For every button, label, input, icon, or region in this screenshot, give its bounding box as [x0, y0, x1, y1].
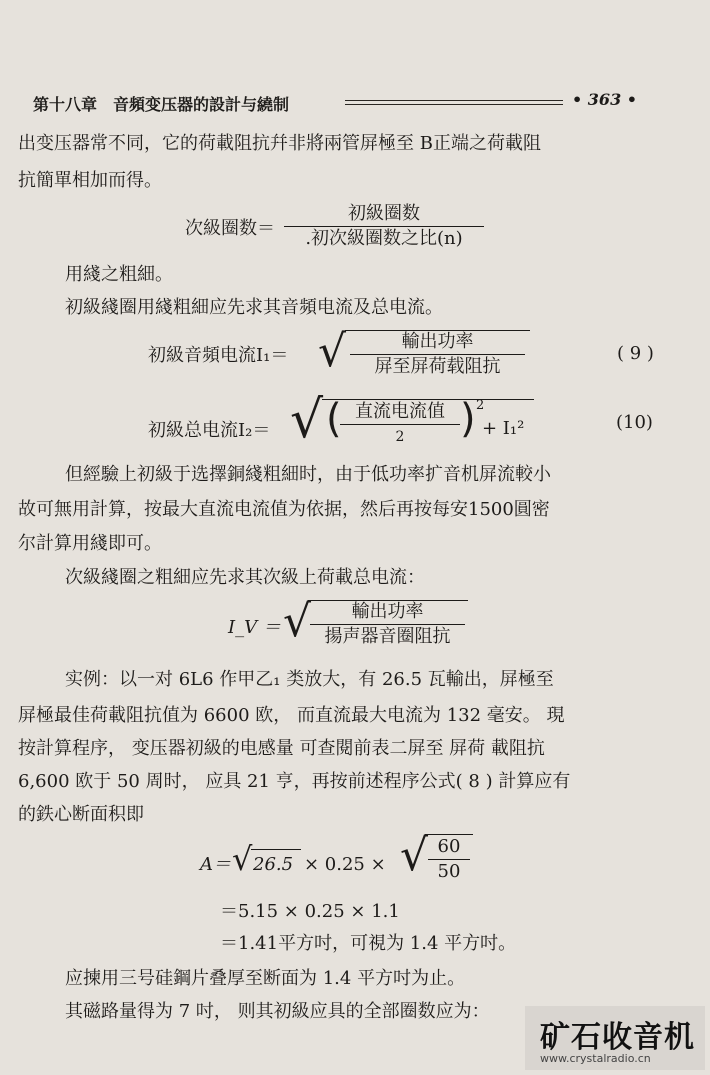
formula-lhs: 次級圈数＝ [185, 218, 275, 239]
header-rule [345, 100, 563, 105]
formula-step: ＝1.41平方吋，可視为 1.4 平方吋。 [220, 933, 517, 954]
radical-overline [251, 849, 301, 850]
text-line: 6,600 欧于 50 周时， 应具 21 亨，再按前述程序公式( 8 ) 計算应有 [18, 771, 571, 792]
formula-lhs: 初級音頻电流I₁＝ [148, 345, 289, 366]
fraction-bar [350, 354, 525, 355]
radical-overline [322, 399, 534, 400]
sqrt-symbol: √ [290, 390, 324, 450]
text-line: 其磁路量得为 7 吋， 则其初級应具的全部圈数应为： [65, 1001, 490, 1022]
sqrt-symbol: √ [318, 326, 347, 377]
text-line: 尔計算用綫即可。 [18, 533, 162, 554]
text-line: 按計算程序， 变压器初級的电感量 可查閱前表二屏至 屏荷 載阻抗 [18, 738, 545, 759]
formula-step: ＝5.15 × 0.25 × 1.1 [220, 901, 400, 922]
text-line: 次級綫圈之粗細应先求其次級上荷載总电流： [65, 567, 425, 588]
radical-overline [425, 834, 473, 835]
exponent: 2 [476, 398, 485, 413]
formula-tail: + I₁² [482, 418, 525, 439]
text-line: 抗簡單相加而得。 [18, 170, 162, 191]
text-line: 的鉄心断面积即 [18, 804, 144, 825]
radicand: 26.5 [253, 854, 294, 875]
fraction-denominator: 50 [437, 861, 461, 882]
formula-fraction [340, 401, 460, 448]
text-line: 出变压器常不同，它的荷載阻抗幷非將兩管屏極至 B正端之荷載阻 [18, 133, 541, 154]
fraction-numerator: 輸出功率 [401, 331, 474, 352]
fraction-numerator: 直流电流值 [355, 401, 445, 422]
equation-number: ( 9 ) [617, 343, 654, 364]
formula-fraction [350, 331, 525, 378]
text-line: 故可無用計算，按最大直流电流值为依据，然后再按每安1500圓密 [18, 499, 550, 520]
text-line: 实例：以一对 6L6 作甲乙₁ 类放大，有 26.5 瓦輸出，屏極至 [65, 669, 554, 690]
fraction-denominator: .初次級圈数之比(n) [305, 228, 463, 249]
formula-lhs: A＝ [200, 854, 231, 875]
sqrt-symbol: √ [400, 830, 429, 881]
text-line: 用綫之粗細。 [65, 264, 173, 285]
fraction-denominator: 揚声器音圈阻抗 [324, 626, 451, 647]
text-line: 但經驗上初級于选擇銅綫粗細时，由于低功率扩音机屏流較小 [65, 464, 551, 485]
text-line: 屏極最佳荷載阻抗值为 6600 欧， 而直流最大电流为 132 毫安。 現 [18, 705, 565, 726]
formula-lhs: I_V ＝ [228, 617, 281, 638]
fraction-numerator: 輸出功率 [351, 601, 424, 622]
formula-fraction [310, 601, 465, 648]
text-line: 初級綫圈用綫粗細应先求其音頻电流及总电流。 [65, 297, 443, 318]
text-line: 应揀用三号硅鋼片叠厚至断面为 1.4 平方吋为止。 [65, 968, 466, 989]
fraction-numerator: 60 [437, 836, 461, 857]
right-paren: ) [460, 396, 476, 442]
formula-lhs: 初級总电流I₂＝ [148, 420, 271, 441]
fraction-bar [340, 424, 460, 425]
watermark-logo: 矿石收音机 [540, 1020, 695, 1055]
watermark-url: www.crystalradio.cn [540, 1052, 651, 1065]
fraction-numerator: 初級圈数 [348, 203, 420, 224]
sqrt-symbol: √ [283, 596, 312, 647]
left-paren: ( [326, 396, 342, 442]
fraction-bar [284, 226, 484, 227]
formula-fraction [428, 836, 470, 883]
page-number: • 363 • [572, 90, 637, 109]
formula-fraction [284, 203, 484, 250]
sqrt-symbol: √ [232, 840, 253, 878]
formula-middle: × 0.25 × [304, 854, 386, 875]
fraction-bar [428, 859, 470, 860]
chapter-header: 第十八章 音頻变压器的設計与繞制 [33, 95, 290, 114]
fraction-denominator: 屏至屏荷载阻抗 [374, 356, 501, 377]
equation-number: (10) [616, 412, 653, 433]
fraction-denominator: 2 [395, 429, 405, 445]
fraction-bar [310, 624, 465, 625]
